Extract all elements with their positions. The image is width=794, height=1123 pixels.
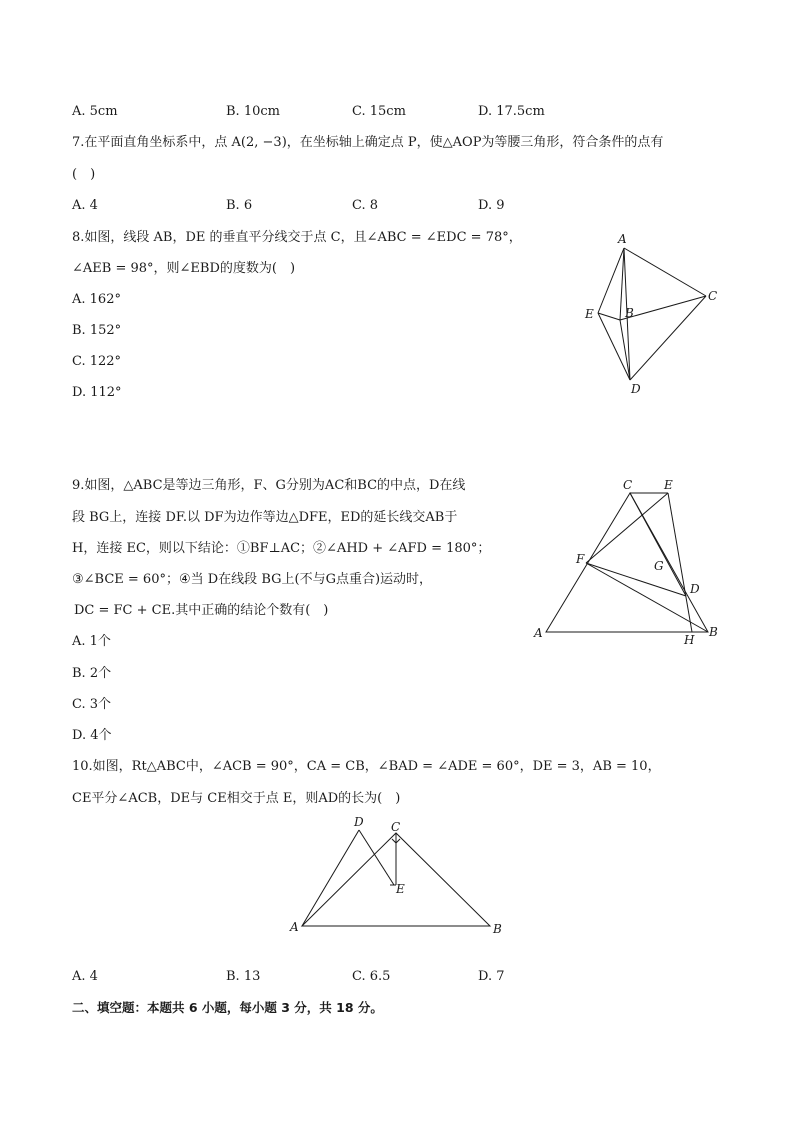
q9-option-d: D. 4个 (72, 728, 112, 743)
q8-label-e: E (585, 307, 594, 321)
q9-line-4: ③∠BCE = 60°；④当 D在线段 BG上(不与G点重合)运动时， (72, 572, 433, 587)
q9-line-3: H，连接 EC，则以下结论：①BF⊥AC；②∠AHD + ∠AFD = 180°； (72, 541, 491, 556)
q10-option-d: D. 7 (478, 969, 505, 984)
q9-label-h: H (684, 633, 695, 647)
q8-option-c: C. 122° (72, 354, 122, 369)
q8-label-b: B (625, 306, 634, 320)
q7-stem: 7.在平面直角坐标系中，点 A(2, −3)，在坐标轴上确定点 P，使△AOP为等腰三角形，符合条件的点有 (72, 135, 664, 150)
q10-label-e: E (396, 882, 405, 896)
q9-line-1: 9.如图，△ABC是等边三角形，F、G分别为AC和BC的中点，D在线 (72, 478, 466, 493)
q8-option-b: B. 152° (72, 323, 122, 338)
q8-stem: 8.如图，线段 AB，DE 的垂直平分线交于点 C，且∠ABC = ∠EDC = 78°， (72, 230, 522, 245)
q10-label-a: A (290, 920, 299, 934)
q8-option-a: A. 162° (72, 292, 121, 307)
q9-option-a: A. 1个 (72, 634, 111, 649)
q7-option-c: C. 8 (352, 198, 379, 213)
q7-stem-cont: ( ) (72, 167, 96, 182)
q6-option-a: A. 5cm (72, 104, 118, 119)
q7-option-d: D. 9 (478, 198, 505, 213)
q9-label-e: E (664, 478, 673, 492)
q10-option-a: A. 4 (72, 969, 98, 984)
q6-option-b: B. 10cm (226, 104, 280, 119)
q9-option-c: C. 3个 (72, 697, 112, 712)
q7-option-a: A. 4 (72, 198, 98, 213)
q10-label-d: D (354, 815, 364, 829)
q10-option-b: B. 13 (226, 969, 261, 984)
q8-option-d: D. 112° (72, 385, 122, 400)
q7-option-b: B. 6 (226, 198, 253, 213)
q9-label-g: G (654, 559, 664, 573)
q9-line-2: 段 BG上，连接 DF.以 DF为边作等边△DFE，ED的延长线交AB于 (72, 510, 458, 525)
q9-label-f: F (576, 552, 585, 566)
q9-label-b: B (709, 625, 718, 639)
q10-stem-cont: CE平分∠ACB，DE与 CE相交于点 E，则AD的长为( ) (72, 791, 401, 806)
q10-stem: 10.如图，Rt△ABC中，∠ACB = 90°，CA = CB，∠BAD = ∠ADE = 60°，DE = 3，AB = 10， (72, 759, 661, 774)
q10-option-c: C. 6.5 (352, 969, 391, 984)
q8-stem-cont: ∠AEB = 98°，则∠EBD的度数为( ) (72, 261, 296, 276)
q6-option-d: D. 17.5cm (478, 104, 545, 119)
q9-option-b: B. 2个 (72, 666, 112, 681)
q8-label-d: D (631, 382, 641, 396)
q8-label-c: C (708, 289, 718, 303)
q9-line-5: DC = FC + CE.其中正确的结论个数有( ) (74, 603, 329, 618)
q6-option-c: C. 15cm (352, 104, 406, 119)
q9-label-a: A (534, 626, 543, 640)
q10-label-c: C (391, 820, 401, 834)
q9-label-d: D (690, 582, 700, 596)
q8-label-a: A (618, 232, 627, 246)
section-2-heading: 二、填空题：本题共 6 小题，每小题 3 分，共 18 分。 (72, 1000, 383, 1015)
q10-label-b: B (493, 922, 502, 936)
q9-label-c: C (623, 478, 633, 492)
